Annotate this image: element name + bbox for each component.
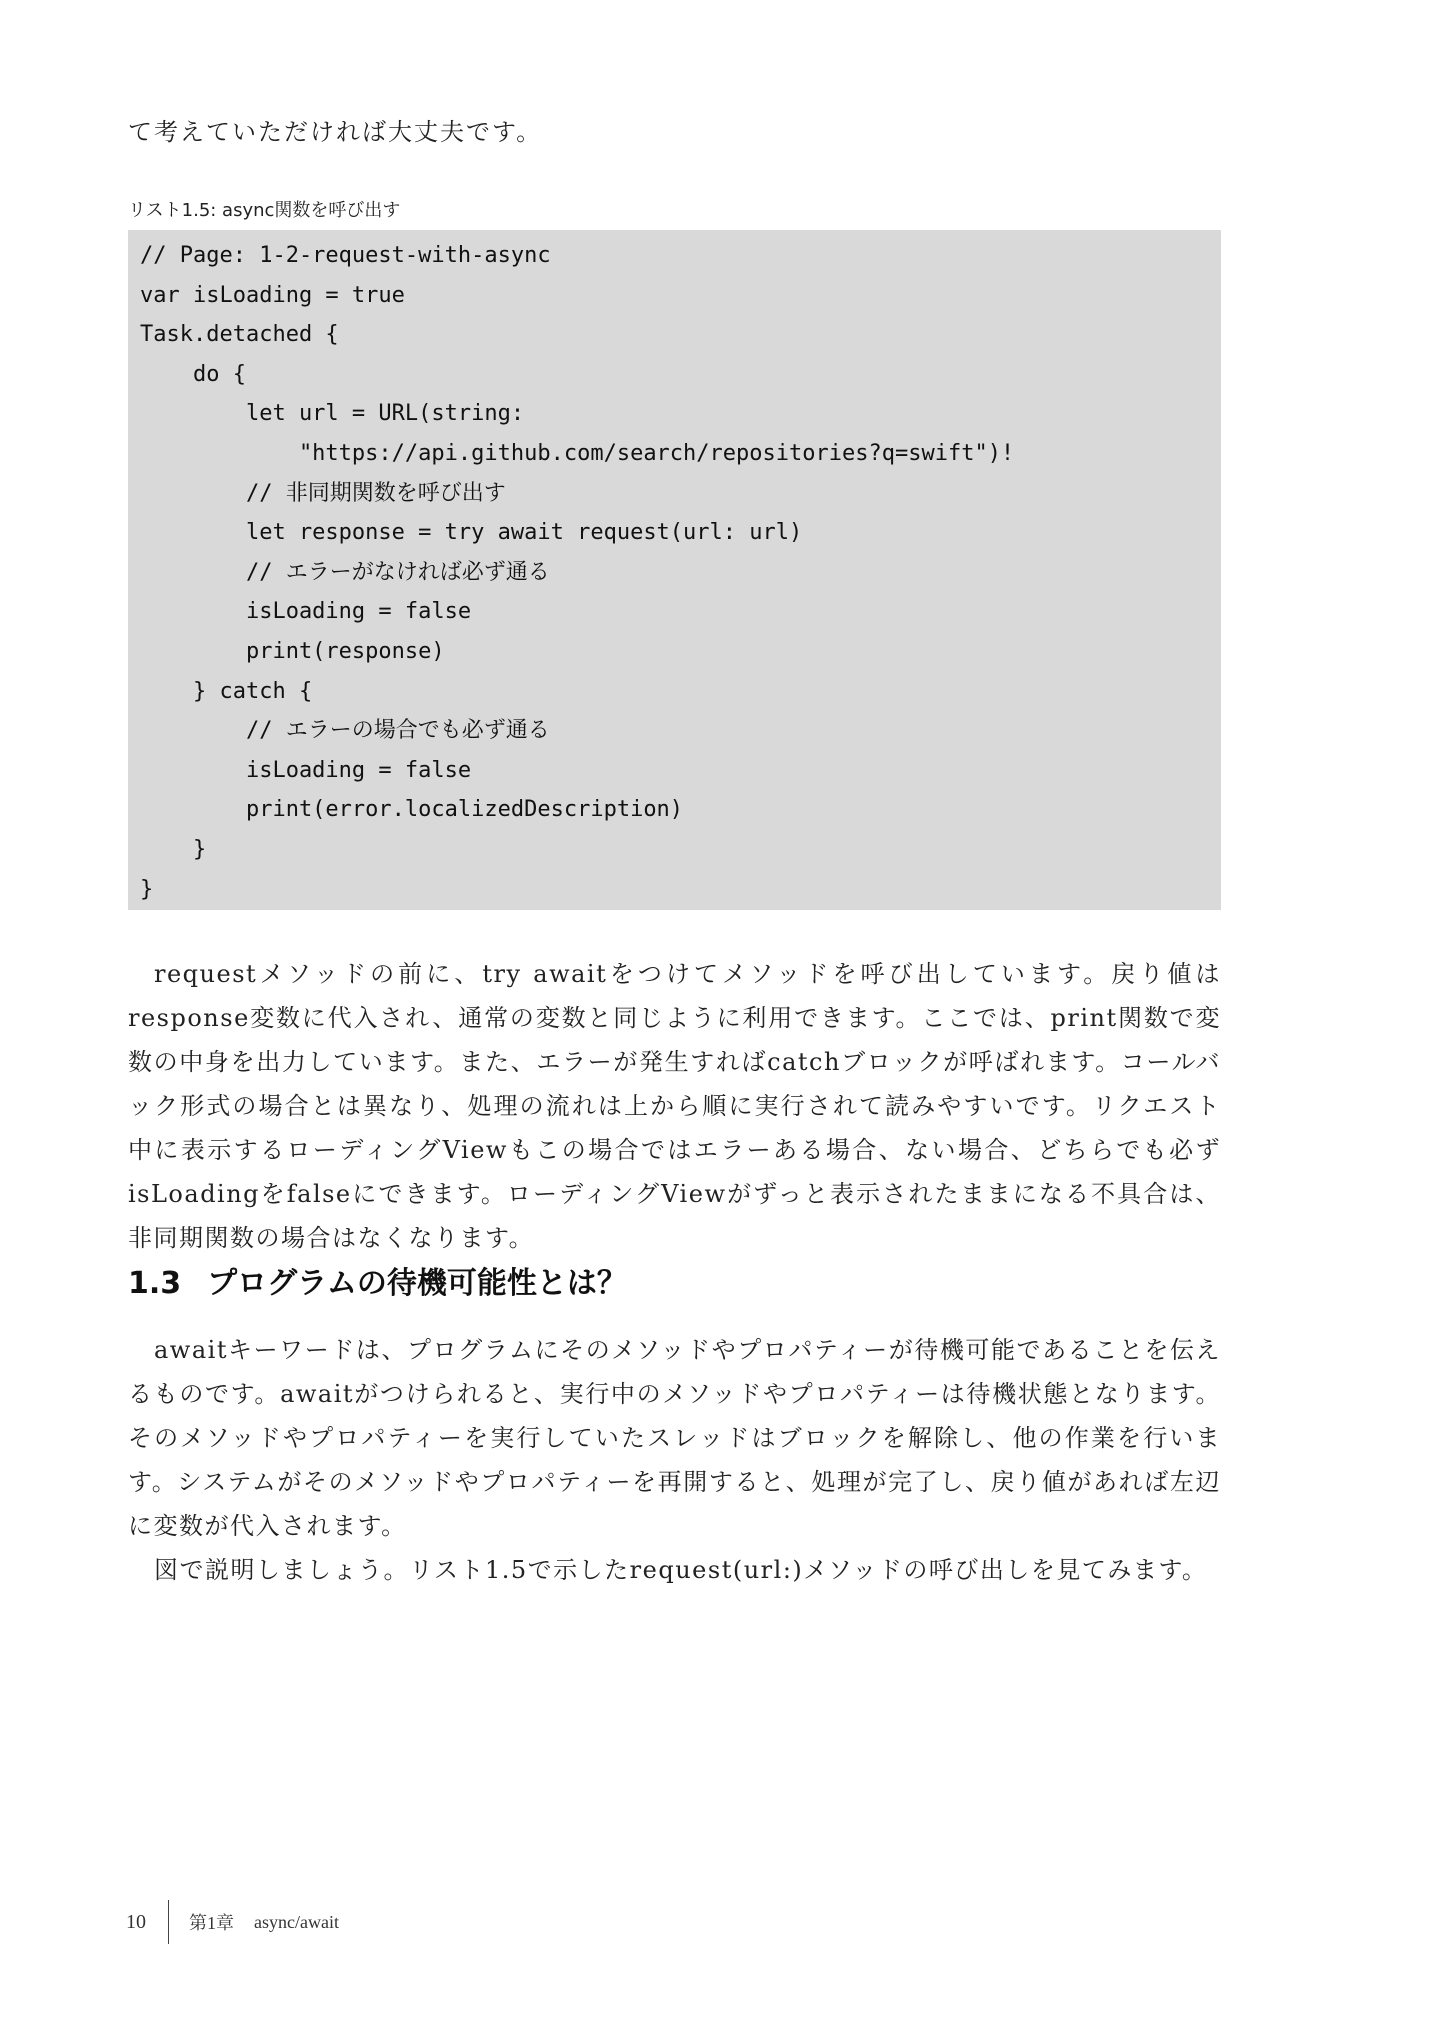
footer-divider — [168, 1900, 169, 1944]
body-paragraph: requestメソッドの前に、try awaitをつけてメソッドを呼び出しています。戻り値はresponse変数に代入され、通常の変数と同じように利用できます。ここでは、print関数で変数の中身を出力しています。また、エラーが発生すればcatchブロックが呼ばれます。コールバック形式の場合とは異なり、処理の流れは上から順に実行されて読みやすいです。リクエスト中に表示するローディングViewもこの場合ではエラーある場合、ない場合、どちらでも必ずisLoadingをfalseにできます。ローディングViewがずっと表示されたままになる不具合は、非同期関数の場合はなくなります。 — [128, 960, 1221, 1252]
body-paragraph: 図で説明しましょう。リスト1.5で示したrequest(url:)メソッドの呼び出しを見てみます。 — [154, 1556, 1208, 1584]
code-line: "https://api.github.com/search/repositories?q=swift")! — [140, 440, 1015, 466]
code-line: do { — [140, 361, 246, 387]
code-line: Task.detached { — [140, 322, 339, 348]
code-line: isLoading = false — [140, 599, 472, 625]
code-line: print(error.localizedDescription) — [140, 797, 684, 823]
code-line: } — [140, 876, 154, 902]
lead-text: て考えていただければ大丈夫です。 — [128, 118, 543, 146]
section-number: 1.3 — [128, 1266, 182, 1301]
code-line: print(response) — [140, 638, 445, 664]
footer-chapter-title: async/await — [254, 1911, 339, 1932]
code-line: let response = try await request(url: url) — [140, 520, 803, 546]
code-line: var isLoading = true — [140, 282, 405, 308]
code-line: let url = URL(string: — [140, 401, 525, 427]
section-title: プログラムの待機可能性とは？ — [207, 1266, 627, 1301]
section-heading — [128, 1258, 627, 1302]
code-line: // Page: 1-2-request-with-async — [140, 243, 551, 268]
code-line: // エラーの場合でも必ず通る — [140, 718, 550, 744]
code-line: } — [140, 836, 207, 862]
page-footer — [126, 1900, 339, 1944]
listing-caption: リスト1.5: async関数を呼び出す — [128, 200, 401, 221]
code-line: // 非同期関数を呼び出す — [140, 480, 506, 506]
page-number: 10 — [126, 1910, 146, 1933]
footer-chapter: 第1章 — [189, 1913, 234, 1933]
code-block — [128, 230, 1221, 910]
body-paragraph: awaitキーワードは、プログラムにそのメソッドやプロパティーが待機可能であることを伝えるものです。awaitがつけられると、実行中のメソッドやプロパティーは待機状態となります。そのメソッドやプロパティーを実行していたスレッドはブロックを解除し、他の作業を行います。システムがそのメソッドやプロパティーを再開すると、処理が完了し、戻り値があれば左辺に変数が代入されます。 — [128, 1336, 1221, 1540]
code-line: isLoading = false — [140, 757, 472, 783]
code-line: // エラーがなければ必ず通る — [140, 559, 550, 585]
code-line: } catch { — [140, 678, 313, 704]
